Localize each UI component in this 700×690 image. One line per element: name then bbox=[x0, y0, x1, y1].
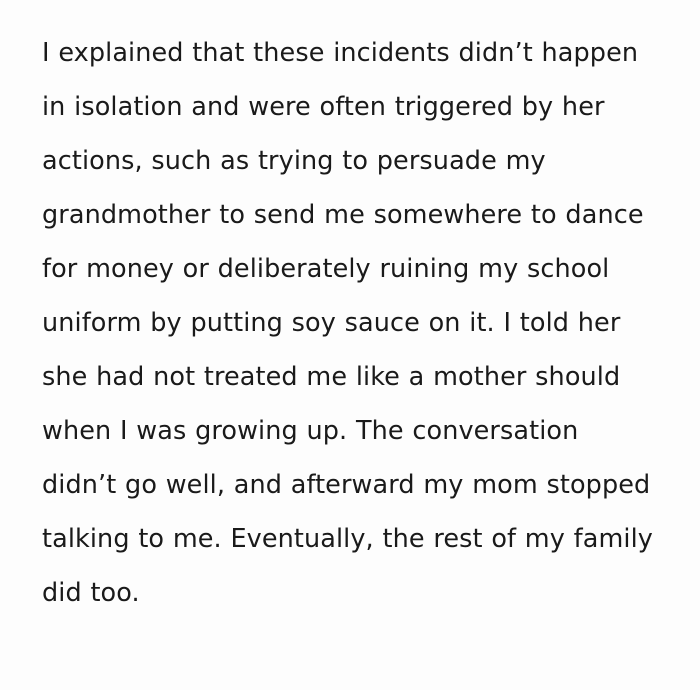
story-paragraph: I explained that these incidents didn’t happen in isolation and were often triggered by her actions, such as trying to persuade my grandmother to send me somewhere to dance for money or deliberately ruining my school uniform by putting soy sauce on it. I told her she had not treated me like a mother should when I was growing up. The conversation didn’t go well, and afterward my mom stopped talking to me. Eventually, the rest of my family did too. bbox=[42, 38, 662, 608]
